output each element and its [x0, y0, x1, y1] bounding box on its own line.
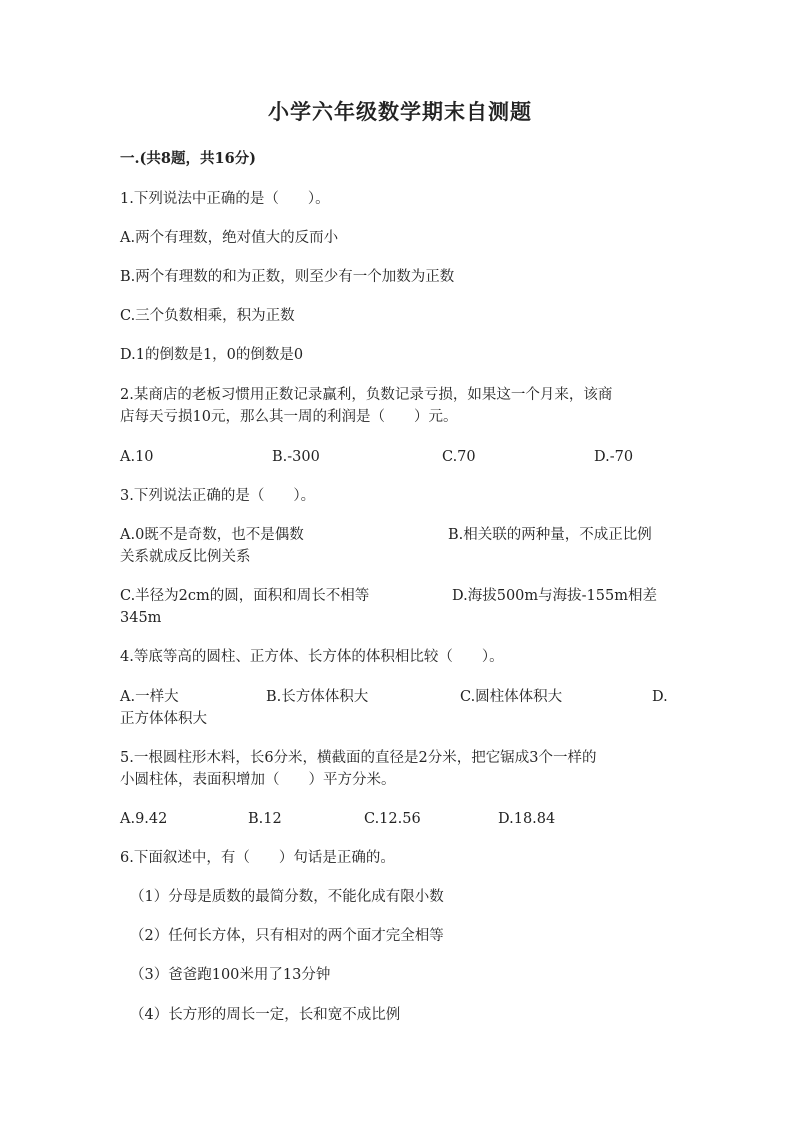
question-5-stem-line-1: 5.一根圆柱形木料，长6分米，横截面的直径是2分米，把它锯成3个一样的 [120, 750, 597, 766]
question-5-option-d: D.18.84 [498, 811, 556, 827]
section-heading: 一.(共8题，共16分) [120, 150, 257, 167]
question-3-option-d-continued: 345m [120, 610, 162, 626]
question-1-stem: 1.下列说法中正确的是（ ）。 [120, 191, 330, 207]
question-6-statement-3: （3）爸爸跑100米用了13分钟 [130, 967, 331, 983]
question-4-option-d: D. [652, 689, 668, 705]
question-6-stem: 6.下面叙述中，有（ ）句话是正确的。 [120, 850, 395, 866]
question-1-option-a: A.两个有理数，绝对值大的反而小 [120, 230, 339, 246]
question-5-stem-line-2: 小圆柱体，表面积增加（ ）平方分米。 [120, 772, 396, 788]
question-3-stem: 3.下列说法正确的是（ ）。 [120, 488, 316, 504]
question-1-option-c: C.三个负数相乘，积为正数 [120, 308, 295, 324]
question-3-option-c: C.半径为2cm的圆，面积和周长不相等 [120, 588, 370, 604]
question-4-option-d-continued: 正方体体积大 [120, 711, 207, 727]
question-5-option-c: C.12.56 [364, 811, 421, 827]
question-2-option-d: D.-70 [594, 449, 634, 465]
question-2-stem-line-2: 店每天亏损10元，那么其一周的利润是（ ）元。 [120, 409, 458, 425]
page-title: 小学六年级数学期末自测题 [268, 99, 532, 124]
question-4-option-b: B.长方体体积大 [266, 689, 369, 705]
question-6-statement-4: （4）长方形的周长一定，长和宽不成比例 [130, 1007, 401, 1023]
question-2-option-b: B.-300 [272, 449, 320, 465]
question-4-options [120, 686, 680, 708]
question-1-option-b: B.两个有理数的和为正数，则至少有一个加数为正数 [120, 269, 455, 285]
question-3-option-d: D.海拔500m与海拔-155m相差 [452, 588, 657, 604]
question-1-option-d: D.1的倒数是1，0的倒数是0 [120, 347, 304, 363]
question-5-options [120, 808, 680, 830]
question-6-statement-2: （2）任何长方体，只有相对的两个面才完全相等 [130, 928, 444, 944]
question-2-option-c: C.70 [442, 449, 476, 465]
question-3-option-b-continued: 关系就成反比例关系 [120, 549, 251, 565]
question-3-options-row-2 [120, 585, 680, 607]
question-5-option-b: B.12 [248, 811, 282, 827]
question-2-option-a: A.10 [120, 449, 154, 465]
question-3-options-row-1 [120, 524, 680, 546]
question-3-option-b: B.相关联的两种量，不成正比例 [448, 527, 652, 543]
question-6-statement-1: （1）分母是质数的最简分数，不能化成有限小数 [130, 889, 444, 905]
question-5-option-a: A.9.42 [120, 811, 168, 827]
question-2-stem-line-1: 2.某商店的老板习惯用正数记录赢利，负数记录亏损，如果这一个月来，该商 [120, 387, 613, 403]
question-4-stem: 4.等底等高的圆柱、正方体、长方体的体积相比较（ ）。 [120, 649, 504, 665]
question-4-option-a: A.一样大 [120, 689, 179, 705]
question-2-options [120, 446, 680, 468]
question-4-option-c: C.圆柱体体积大 [460, 689, 563, 705]
question-3-option-a: A.0既不是奇数，也不是偶数 [120, 527, 304, 543]
